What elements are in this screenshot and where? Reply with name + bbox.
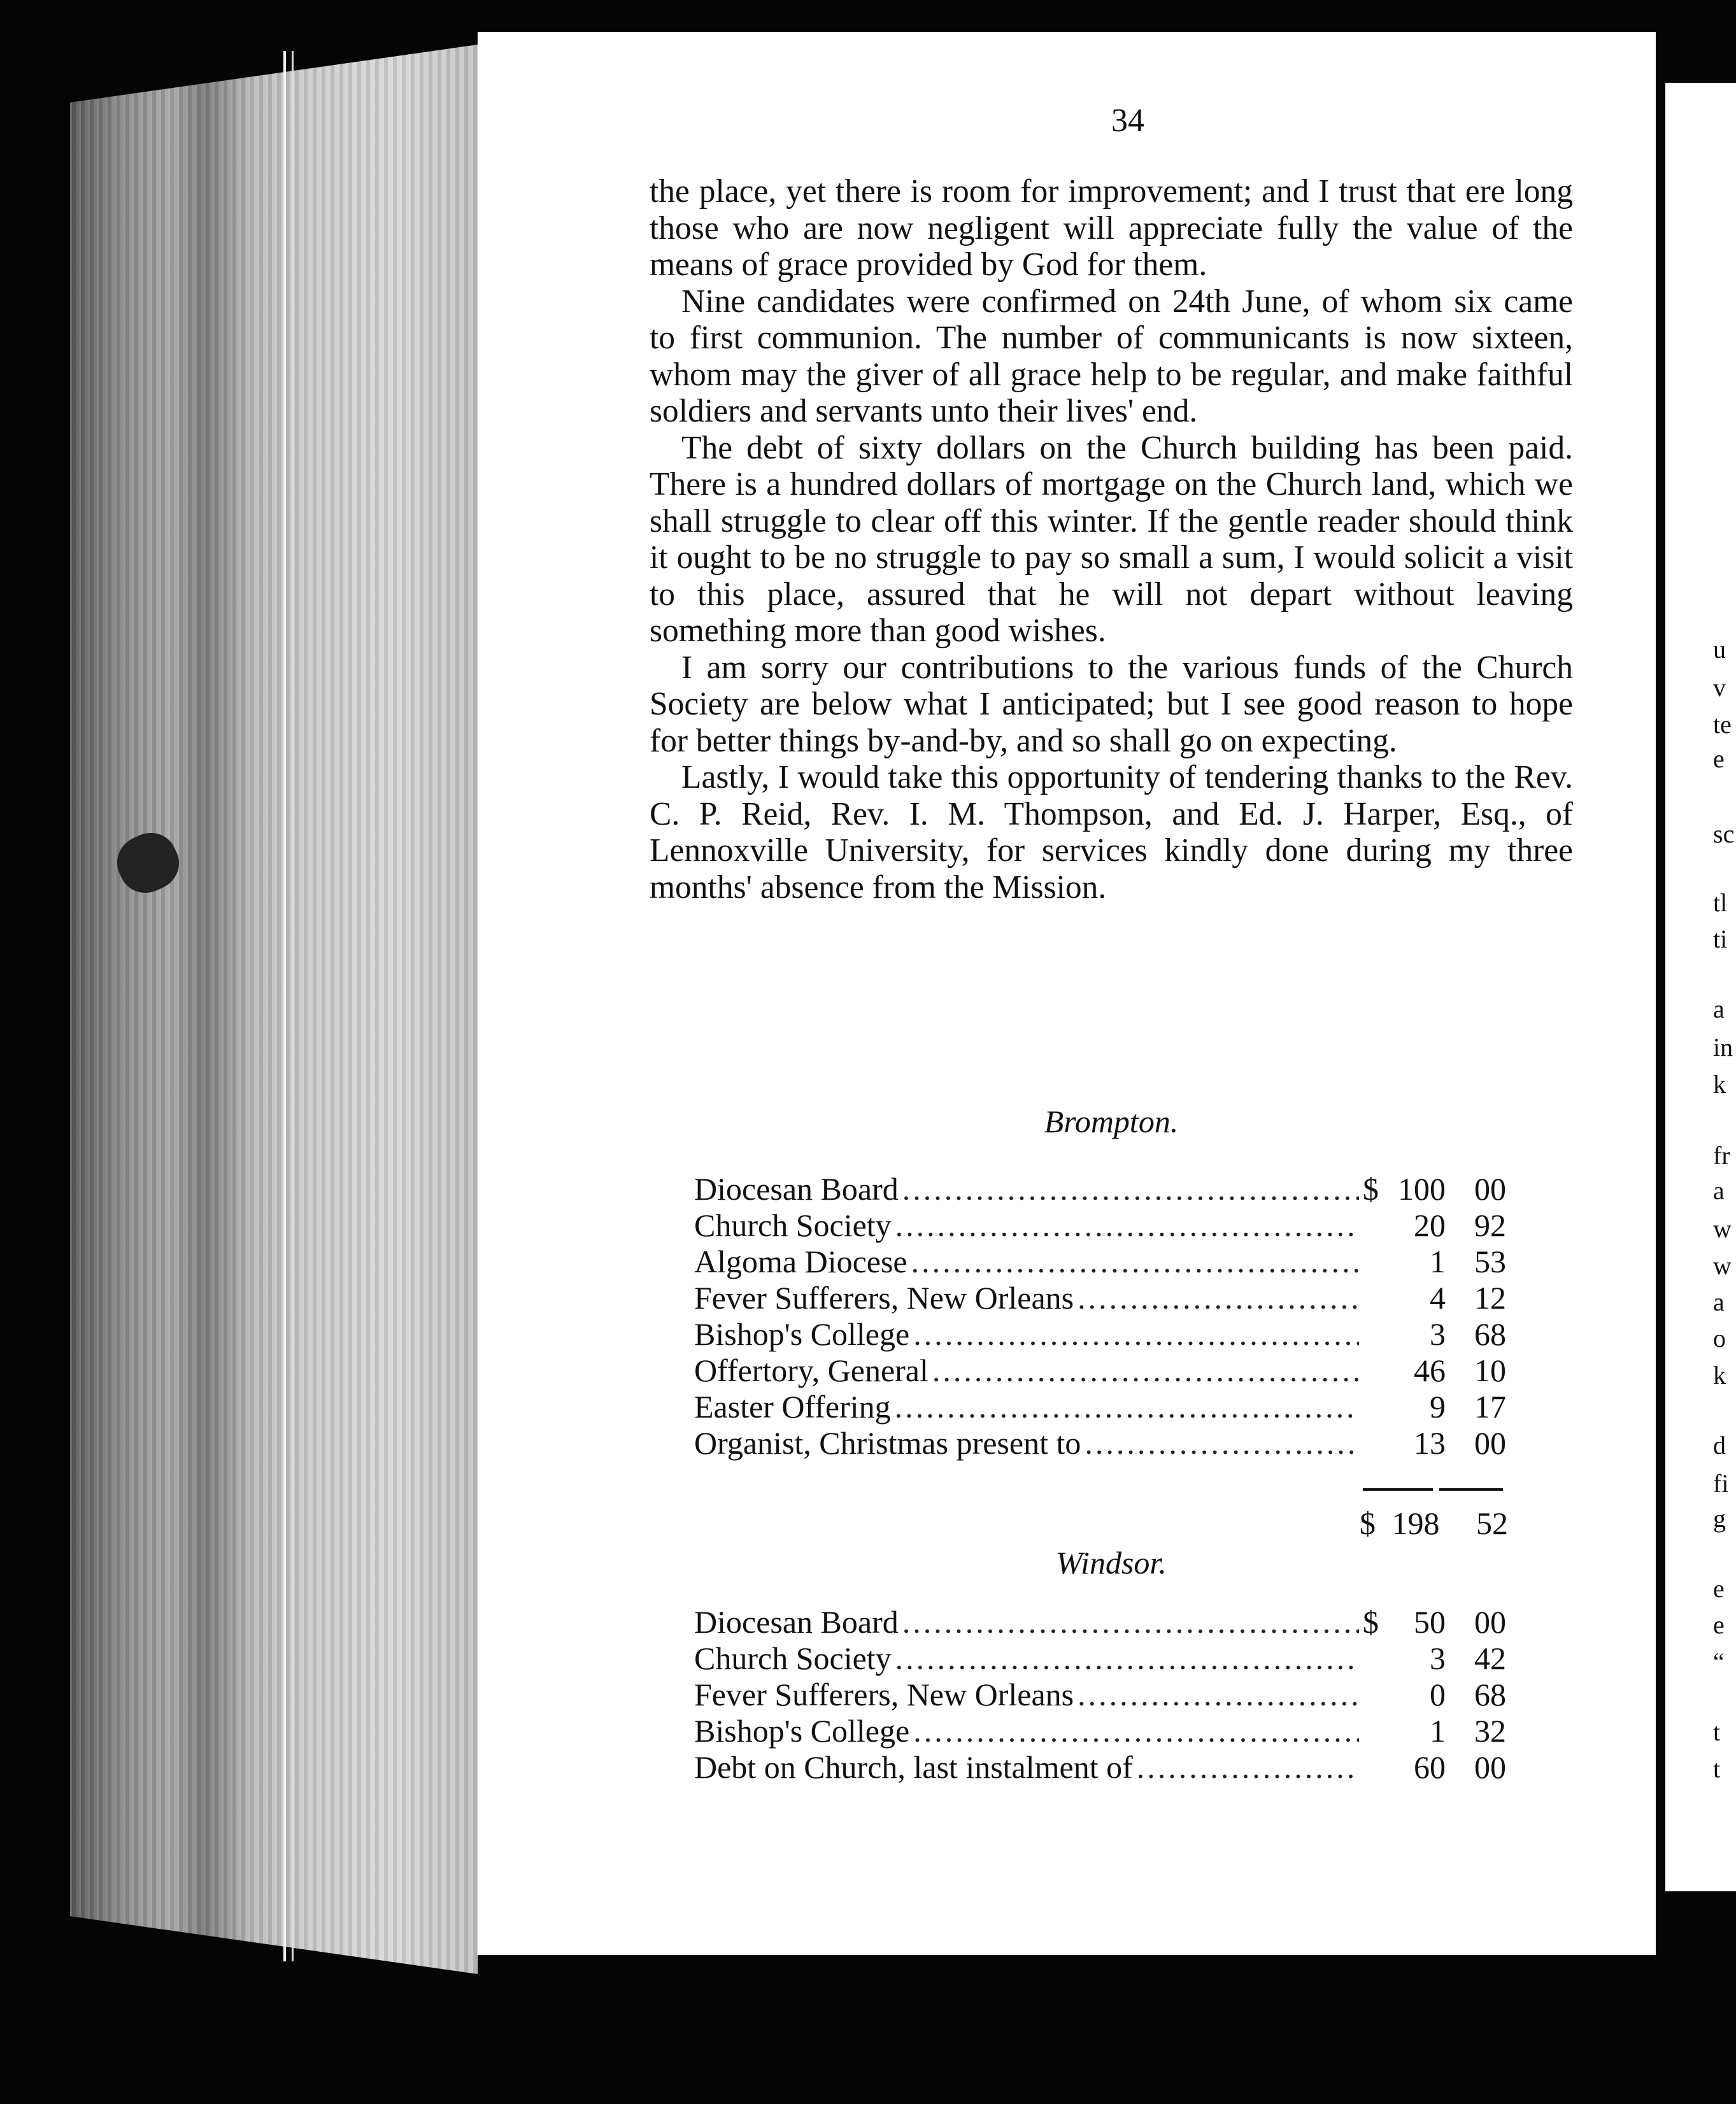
leader-dots bbox=[1085, 1425, 1359, 1461]
ledger-cents: 00 bbox=[1474, 1425, 1506, 1461]
facing-page-fragment: g bbox=[1713, 1504, 1726, 1533]
ledger-label: Organist, Christmas present to bbox=[694, 1425, 1081, 1461]
ledger-label: Easter Offering bbox=[694, 1389, 891, 1425]
ledger-cents: 53 bbox=[1474, 1244, 1506, 1279]
leader-dots bbox=[895, 1640, 1359, 1677]
facing-page-fragment: w bbox=[1713, 1214, 1732, 1243]
ledger-cents: 00 bbox=[1474, 1171, 1506, 1207]
section-heading-brompton: Brompton. bbox=[1044, 1104, 1179, 1139]
brompton-total bbox=[1360, 1505, 1508, 1542]
ledger-dollars: 13 bbox=[1414, 1425, 1446, 1461]
ledger-label: Bishop's College bbox=[694, 1316, 910, 1352]
facing-page-fragment: v bbox=[1713, 673, 1726, 702]
leader-dots bbox=[932, 1352, 1359, 1389]
ledger-label: Diocesan Board bbox=[694, 1604, 899, 1640]
page-number: 34 bbox=[1111, 103, 1144, 139]
total-dollars: 198 bbox=[1391, 1505, 1440, 1541]
ledger-label: Fever Sufferers, New Orleans bbox=[694, 1677, 1074, 1712]
facing-page-fragment: e bbox=[1713, 744, 1725, 773]
facing-page-fragment: a bbox=[1713, 1288, 1725, 1316]
ledger-row bbox=[694, 1749, 1506, 1785]
paragraph: the place, yet there is room for improvement; and I trust that ere long those who are now negligent will appreciate fully the value of the means of grace provided by God for them. bbox=[650, 173, 1573, 283]
facing-page-fragment: u bbox=[1713, 635, 1726, 664]
ledger-label: Diocesan Board bbox=[694, 1171, 899, 1207]
paragraph: The debt of sixty dollars on the Church building has been paid. There is a hundred dollars of mortgage on the Church land, which we shall struggle to clear off this winter. If the gentle reader should think it ought to be no struggle to pay so small a sum, I would solicit a visit to this place, assured that he will not depart without leaving something more than good wishes. bbox=[650, 429, 1573, 649]
body-text bbox=[650, 173, 1573, 906]
ledger-label: Church Society bbox=[694, 1640, 892, 1676]
ledger-row bbox=[694, 1425, 1506, 1461]
section-heading-windsor: Windsor. bbox=[1056, 1545, 1167, 1581]
windsor-ledger bbox=[694, 1603, 1506, 1785]
total-rule bbox=[1363, 1488, 1433, 1491]
ledger-row bbox=[694, 1388, 1506, 1425]
ledger-dollars: 60 bbox=[1414, 1749, 1446, 1785]
facing-page-fragment: ti bbox=[1713, 925, 1728, 953]
ledger-currency: $ bbox=[1363, 1604, 1379, 1640]
ledger-row bbox=[694, 1316, 1506, 1352]
ledger-cents: 42 bbox=[1474, 1640, 1506, 1676]
ledger-label: Bishop's College bbox=[694, 1713, 910, 1749]
leader-dots bbox=[1078, 1676, 1359, 1713]
ledger-dollars: 0 bbox=[1430, 1677, 1446, 1712]
facing-page-fragment: t bbox=[1713, 1754, 1721, 1783]
facing-page-fragment: in bbox=[1713, 1033, 1733, 1062]
total-cents: 52 bbox=[1476, 1505, 1508, 1541]
ledger-row bbox=[694, 1712, 1506, 1749]
page-edge-crease bbox=[283, 51, 286, 1961]
facing-page-fragment: fi bbox=[1713, 1469, 1729, 1498]
facing-page-fragment: e bbox=[1713, 1574, 1725, 1603]
total-currency: $ bbox=[1360, 1505, 1376, 1541]
ledger-label: Fever Sufferers, New Orleans bbox=[694, 1280, 1074, 1316]
leader-dots bbox=[902, 1603, 1359, 1640]
ledger-row bbox=[694, 1279, 1506, 1316]
book-page-edge bbox=[70, 45, 478, 1974]
ledger-label: Church Society bbox=[694, 1207, 892, 1243]
ledger-row bbox=[694, 1676, 1506, 1712]
paragraph: Nine candidates were confirmed on 24th June, of whom six came to first communion. The number of communicants is now sixteen, whom may the giver of all grace help to be regular, and make faithful soldiers and servants unto their lives' end. bbox=[650, 283, 1573, 429]
leader-dots bbox=[1137, 1749, 1359, 1786]
ledger-dollars: 100 bbox=[1398, 1171, 1446, 1207]
facing-page-fragment: “ bbox=[1713, 1647, 1725, 1676]
leader-dots bbox=[911, 1243, 1359, 1280]
ledger-cents: 68 bbox=[1474, 1316, 1506, 1352]
ledger-cents: 00 bbox=[1474, 1749, 1506, 1785]
ledger-cents: 32 bbox=[1474, 1713, 1506, 1749]
ledger-label: Debt on Church, last instalment of bbox=[694, 1749, 1133, 1785]
ledger-row bbox=[694, 1243, 1506, 1279]
ledger-dollars: 1 bbox=[1430, 1244, 1446, 1279]
ledger-dollars: 3 bbox=[1430, 1316, 1446, 1352]
ledger-currency: $ bbox=[1363, 1171, 1379, 1207]
facing-page-fragment: fr bbox=[1713, 1141, 1730, 1170]
ledger-cents: 00 bbox=[1474, 1604, 1506, 1640]
leader-dots bbox=[895, 1388, 1359, 1425]
ledger-row bbox=[694, 1603, 1506, 1640]
ledger-row bbox=[694, 1640, 1506, 1676]
ledger-row bbox=[694, 1352, 1506, 1388]
facing-page-fragment: d bbox=[1713, 1431, 1726, 1460]
ledger-row bbox=[694, 1207, 1506, 1243]
facing-page-fragment: k bbox=[1713, 1361, 1726, 1390]
facing-page-fragment: a bbox=[1713, 1176, 1725, 1205]
facing-page-fragment: e bbox=[1713, 1610, 1725, 1639]
page-edge-crease bbox=[292, 51, 294, 1961]
facing-page-fragment: o bbox=[1713, 1324, 1726, 1353]
ledger-cents: 12 bbox=[1474, 1280, 1506, 1316]
facing-page-fragment: te bbox=[1713, 710, 1732, 739]
facing-page-fragment: a bbox=[1713, 995, 1725, 1023]
ledger-dollars: 1 bbox=[1430, 1713, 1446, 1749]
ledger-dollars: 9 bbox=[1430, 1389, 1446, 1425]
leader-dots bbox=[1078, 1279, 1359, 1316]
brompton-ledger bbox=[694, 1170, 1506, 1461]
facing-page-fragment: w bbox=[1713, 1251, 1732, 1280]
ledger-dollars: 46 bbox=[1414, 1353, 1446, 1388]
leader-dots bbox=[895, 1207, 1359, 1244]
ledger-label: Offertory, General bbox=[694, 1353, 928, 1388]
paragraph: Lastly, I would take this opportunity of tendering thanks to the Rev. C. P. Reid, Rev. I. M. Thompson, and Ed. J. Harper, Esq., of Lennoxville University, for services kindly done during my three months' absence from the Mission. bbox=[650, 759, 1573, 906]
leader-dots bbox=[913, 1316, 1359, 1353]
ledger-dollars: 4 bbox=[1430, 1280, 1446, 1316]
ledger-cents: 17 bbox=[1474, 1389, 1506, 1425]
ledger-cents: 68 bbox=[1474, 1677, 1506, 1712]
ledger-cents: 10 bbox=[1474, 1353, 1506, 1388]
ledger-dollars: 50 bbox=[1414, 1604, 1446, 1640]
ledger-row bbox=[694, 1170, 1506, 1207]
facing-page-fragment: tl bbox=[1713, 888, 1728, 917]
facing-page-fragment: sc bbox=[1713, 820, 1735, 848]
facing-page-fragment: k bbox=[1713, 1070, 1726, 1098]
paragraph: I am sorry our contributions to the various funds of the Church Society are below what I anticipated; but I see good reason to hope for better things by-and-by, and so shall go on expecting. bbox=[650, 649, 1573, 759]
facing-page-fragment: t bbox=[1713, 1717, 1721, 1746]
ledger-dollars: 20 bbox=[1414, 1207, 1446, 1243]
leader-dots bbox=[913, 1712, 1359, 1749]
ledger-cents: 92 bbox=[1474, 1207, 1506, 1243]
leader-dots bbox=[902, 1170, 1359, 1207]
total-rule bbox=[1439, 1488, 1503, 1491]
ledger-label: Algoma Diocese bbox=[694, 1244, 907, 1279]
ledger-dollars: 3 bbox=[1430, 1640, 1446, 1676]
facing-page bbox=[1665, 83, 1736, 1891]
